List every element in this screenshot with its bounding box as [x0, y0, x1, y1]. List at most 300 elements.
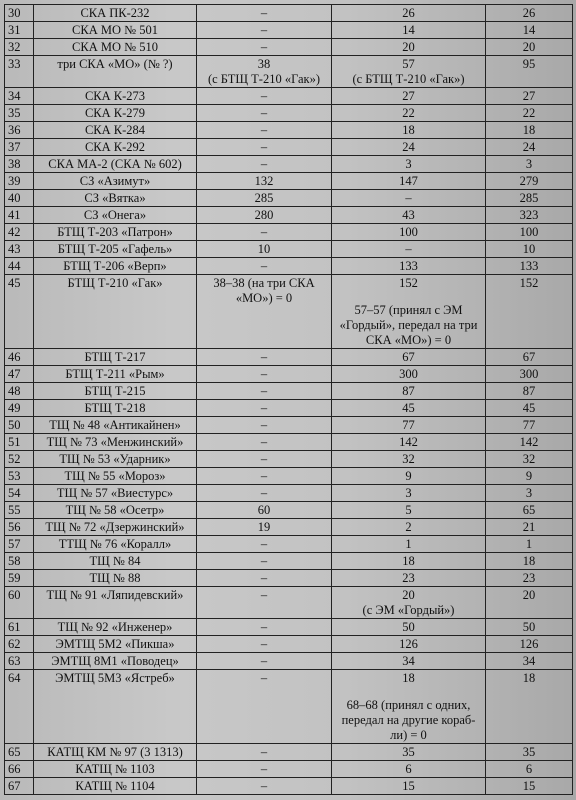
count-total-value: 20 — [522, 588, 536, 602]
row-number-value: 42 — [8, 225, 21, 239]
count-total — [486, 224, 573, 241]
count-first-value: – — [260, 571, 268, 585]
count-first-value: – — [260, 225, 268, 239]
vessel-name-value: ТЩ № 53 «Ударник» — [59, 452, 171, 466]
table-row — [5, 56, 573, 88]
count-first — [197, 761, 332, 778]
row-number — [5, 570, 34, 587]
row-number-value: 50 — [8, 418, 21, 432]
vessel-name — [34, 553, 197, 570]
count-first — [197, 258, 332, 275]
row-number-value: 56 — [8, 520, 21, 534]
count-total-value: 18 — [522, 554, 536, 568]
count-second-value: 3 — [405, 157, 412, 171]
count-first — [197, 636, 332, 653]
count-first-value: 38 — [257, 57, 271, 71]
count-total-value: 9 — [525, 469, 533, 483]
vessel-name — [34, 519, 197, 536]
count-first-value: 285 — [254, 191, 274, 205]
vessel-name — [34, 122, 197, 139]
count-first-value: 132 — [254, 174, 274, 188]
count-total-value: 65 — [522, 503, 536, 517]
spacer — [335, 291, 482, 303]
count-total — [486, 139, 573, 156]
count-second — [332, 536, 486, 553]
count-first — [197, 22, 332, 39]
table-row — [5, 5, 573, 22]
count-total — [486, 39, 573, 56]
count-total — [486, 173, 573, 190]
vessel-name — [34, 139, 197, 156]
vessel-name-value: КАТЩ КМ № 97 (3 1313) — [47, 745, 183, 759]
row-number — [5, 173, 34, 190]
count-second-value: 5 — [405, 503, 412, 517]
count-total-value: 100 — [519, 225, 539, 239]
vessel-name — [34, 258, 197, 275]
row-number — [5, 366, 34, 383]
count-second-value: 152 — [399, 276, 418, 290]
count-total-value: 10 — [522, 242, 536, 256]
count-second-value: 20 — [402, 588, 415, 602]
count-total — [486, 241, 573, 258]
count-total — [486, 451, 573, 468]
row-number-value: 66 — [8, 762, 21, 776]
table-row — [5, 761, 573, 778]
row-number — [5, 553, 34, 570]
count-total-value: 18 — [522, 123, 536, 137]
table-row — [5, 485, 573, 502]
table-row — [5, 653, 573, 670]
count-second — [332, 653, 486, 670]
count-first — [197, 670, 332, 744]
count-second-note: 68–68 (принял с одних, передал на другие кораб-ли) = 0 — [341, 698, 476, 742]
vessel-name-value: ТЩ № 84 — [89, 554, 141, 568]
row-number — [5, 139, 34, 156]
vessel-name — [34, 224, 197, 241]
count-first — [197, 190, 332, 207]
count-second — [332, 570, 486, 587]
count-total-value: 279 — [519, 174, 539, 188]
count-second-value: 15 — [402, 779, 415, 793]
count-first — [197, 349, 332, 366]
count-second — [332, 349, 486, 366]
count-total — [486, 275, 573, 349]
table-row — [5, 241, 573, 258]
table-row — [5, 570, 573, 587]
count-second-note: 57–57 (принял с ЭМ «Гордый», передал на три СКА «МО») = 0 — [339, 303, 478, 347]
count-first-value: 280 — [254, 208, 274, 222]
vessel-name — [34, 434, 197, 451]
table-row — [5, 22, 573, 39]
row-number-value: 45 — [8, 276, 21, 290]
count-total — [486, 5, 573, 22]
count-first-value: – — [260, 401, 268, 415]
vessel-name-value: СКА К-279 — [84, 106, 146, 120]
vessel-name — [34, 5, 197, 22]
count-first-value: – — [260, 140, 268, 154]
count-first-value: – — [260, 259, 268, 273]
vessel-name — [34, 536, 197, 553]
count-total-value: 15 — [522, 779, 536, 793]
row-number — [5, 778, 34, 795]
table-row — [5, 451, 573, 468]
count-total-value: 14 — [522, 23, 536, 37]
count-total — [486, 417, 573, 434]
row-number-value: 61 — [8, 620, 21, 634]
count-second — [332, 553, 486, 570]
vessel-name — [34, 417, 197, 434]
count-total-value: 21 — [522, 520, 536, 534]
vessel-name-value: БТЩ Т-215 — [84, 384, 146, 398]
row-number — [5, 670, 34, 744]
row-number — [5, 761, 34, 778]
vessel-name — [34, 349, 197, 366]
count-total — [486, 553, 573, 570]
count-total — [486, 744, 573, 761]
vessel-name-value: СКА МА-2 (СКА № 602) — [48, 157, 182, 171]
vessel-name-value: СКА ПК-232 — [80, 6, 150, 20]
row-number — [5, 587, 34, 619]
count-second-value: 3 — [405, 486, 412, 500]
count-first — [197, 224, 332, 241]
row-number — [5, 619, 34, 636]
count-total-value: 87 — [522, 384, 536, 398]
count-total-value: 23 — [522, 571, 536, 585]
count-second — [332, 22, 486, 39]
count-total — [486, 502, 573, 519]
vessel-name — [34, 88, 197, 105]
count-second-value: 27 — [402, 89, 415, 103]
row-number — [5, 468, 34, 485]
count-second — [332, 224, 486, 241]
row-number — [5, 417, 34, 434]
row-number-value: 53 — [8, 469, 21, 483]
table-row — [5, 173, 573, 190]
count-total-value: 142 — [519, 435, 539, 449]
row-number — [5, 156, 34, 173]
count-first — [197, 173, 332, 190]
count-first — [197, 536, 332, 553]
count-first — [197, 139, 332, 156]
row-number — [5, 207, 34, 224]
count-second — [332, 173, 486, 190]
count-first-value: – — [260, 745, 268, 759]
count-first-note: (с БТЩ Т-210 «Гак») — [207, 72, 321, 86]
row-number — [5, 636, 34, 653]
count-first — [197, 519, 332, 536]
count-total-value: 3 — [525, 157, 533, 171]
vessel-name-value: ТЩ № 55 «Мороз» — [64, 469, 166, 483]
count-second — [332, 636, 486, 653]
row-number — [5, 519, 34, 536]
count-total-value: 50 — [522, 620, 536, 634]
count-first-value: – — [260, 123, 268, 137]
count-second-value: 26 — [402, 6, 415, 20]
vessel-name — [34, 468, 197, 485]
vessel-name-value: ТЩ № 48 «Антикайнен» — [49, 418, 181, 432]
vessel-name — [34, 570, 197, 587]
count-second — [332, 139, 486, 156]
vessel-name — [34, 587, 197, 619]
count-first-value: – — [260, 486, 268, 500]
count-first — [197, 105, 332, 122]
vessel-name — [34, 241, 197, 258]
count-total — [486, 468, 573, 485]
row-number — [5, 5, 34, 22]
table-row — [5, 105, 573, 122]
count-total-value: 1 — [525, 537, 533, 551]
count-first — [197, 5, 332, 22]
count-second-value: – — [405, 191, 412, 205]
count-first-value: – — [260, 671, 268, 685]
row-number — [5, 122, 34, 139]
count-second — [332, 207, 486, 224]
count-first — [197, 653, 332, 670]
count-total-value: 133 — [519, 259, 539, 273]
count-first-value: – — [260, 762, 268, 776]
count-first-value: – — [260, 469, 268, 483]
row-number — [5, 536, 34, 553]
count-second — [332, 105, 486, 122]
table-row — [5, 400, 573, 417]
row-number-value: 43 — [8, 242, 21, 256]
count-second — [332, 190, 486, 207]
count-first — [197, 778, 332, 795]
row-number-value: 65 — [8, 745, 21, 759]
vessel-name-value: СКА К-292 — [84, 140, 146, 154]
count-total — [486, 190, 573, 207]
table-row — [5, 587, 573, 619]
table-row — [5, 468, 573, 485]
vessel-name — [34, 400, 197, 417]
count-first-value: 10 — [257, 242, 271, 256]
count-second-value: 300 — [399, 367, 418, 381]
table-row — [5, 417, 573, 434]
count-second-value: 23 — [402, 571, 415, 585]
vessel-name-value: БТЩ Т-218 — [84, 401, 146, 415]
table-row — [5, 519, 573, 536]
count-total-value: 26 — [522, 6, 536, 20]
count-second — [332, 366, 486, 383]
table-row — [5, 636, 573, 653]
table-row — [5, 224, 573, 241]
count-second-value: 22 — [402, 106, 415, 120]
count-second-value: 77 — [402, 418, 415, 432]
row-number-value: 31 — [8, 23, 21, 37]
count-first-value: – — [260, 384, 268, 398]
count-total-value: 285 — [519, 191, 539, 205]
row-number — [5, 502, 34, 519]
count-total — [486, 434, 573, 451]
count-first — [197, 468, 332, 485]
table-row — [5, 670, 573, 744]
count-second-value: 147 — [399, 174, 418, 188]
table-row — [5, 744, 573, 761]
row-number-value: 36 — [8, 123, 21, 137]
count-first-value: – — [260, 554, 268, 568]
count-first — [197, 88, 332, 105]
row-number — [5, 258, 34, 275]
count-second-value: 126 — [399, 637, 418, 651]
row-number-value: 46 — [8, 350, 21, 364]
count-second-value: 18 — [402, 123, 415, 137]
vessel-name — [34, 653, 197, 670]
vessel-name-value: ТЩ № 73 «Менжинский» — [46, 435, 184, 449]
row-number-value: 34 — [8, 89, 21, 103]
row-number-value: 64 — [8, 671, 21, 685]
count-second — [332, 468, 486, 485]
vessel-name-value: ТЩ № 91 «Ляпидевский» — [46, 588, 184, 602]
count-total-value: 152 — [519, 276, 539, 290]
count-total-value: 22 — [522, 106, 536, 120]
count-total — [486, 349, 573, 366]
row-number — [5, 400, 34, 417]
row-number-value: 59 — [8, 571, 21, 585]
count-second — [332, 761, 486, 778]
count-first-value: – — [260, 6, 268, 20]
count-first — [197, 744, 332, 761]
spacer — [335, 686, 482, 698]
vessel-name-value: СКА МО № 501 — [72, 23, 158, 37]
count-second — [332, 39, 486, 56]
table-row — [5, 156, 573, 173]
count-first-value: 38–38 (на три СКА «МО») = 0 — [213, 276, 315, 305]
count-second-value: – — [405, 242, 412, 256]
count-first — [197, 383, 332, 400]
count-second — [332, 5, 486, 22]
count-total-value: 3 — [525, 486, 533, 500]
count-second — [332, 275, 486, 349]
count-first-value: – — [260, 654, 268, 668]
vessel-name-value: СЗ «Онега» — [83, 208, 147, 222]
row-number-value: 38 — [8, 157, 21, 171]
row-number — [5, 39, 34, 56]
vessel-name-value: БТЩ Т-205 «Гафель» — [57, 242, 173, 256]
count-second-note: (с БТЩ Т-210 «Гак») — [352, 72, 465, 86]
count-second-value: 100 — [399, 225, 418, 239]
vessel-name — [34, 173, 197, 190]
row-number — [5, 485, 34, 502]
count-first-value: – — [260, 537, 268, 551]
count-total — [486, 122, 573, 139]
vessel-name-value: ЭМТЩ 5М3 «Ястреб» — [55, 671, 175, 685]
count-second-value: 87 — [402, 384, 415, 398]
count-first — [197, 451, 332, 468]
table-row — [5, 366, 573, 383]
table-body — [5, 5, 573, 795]
row-number — [5, 383, 34, 400]
count-total-value: 323 — [519, 208, 539, 222]
count-second — [332, 122, 486, 139]
table-row — [5, 434, 573, 451]
vessel-name-value: СКА МО № 510 — [72, 40, 158, 54]
count-second — [332, 451, 486, 468]
count-first-value: – — [260, 350, 268, 364]
vessel-name-value: ТЩ № 92 «Инженер» — [57, 620, 173, 634]
row-number-value: 67 — [8, 779, 21, 793]
vessel-name-value: БТЩ Т-211 «Рым» — [65, 367, 165, 381]
count-total — [486, 778, 573, 795]
count-first-value: – — [260, 452, 268, 466]
count-total-value: 77 — [522, 418, 536, 432]
vessel-name — [34, 670, 197, 744]
count-total-value: 34 — [522, 654, 536, 668]
count-first — [197, 400, 332, 417]
count-second-value: 57 — [402, 57, 415, 71]
count-first-value: 19 — [257, 520, 271, 534]
vessel-name — [34, 156, 197, 173]
count-second-value: 43 — [402, 208, 415, 222]
count-total-value: 45 — [522, 401, 536, 415]
vessel-name-value: ТТЩ № 76 «Коралл» — [58, 537, 172, 551]
vessel-name-value: КАТЩ № 1103 — [75, 762, 155, 776]
count-second-value: 32 — [402, 452, 415, 466]
count-second — [332, 56, 486, 88]
table-row — [5, 502, 573, 519]
evacuation-table — [4, 4, 573, 795]
row-number — [5, 22, 34, 39]
count-total-value: 300 — [519, 367, 539, 381]
count-first-value: – — [260, 89, 268, 103]
vessel-name — [34, 56, 197, 88]
count-second — [332, 241, 486, 258]
row-number-value: 51 — [8, 435, 21, 449]
vessel-name-value: ТЩ № 57 «Виестурс» — [56, 486, 174, 500]
count-total-value: 32 — [522, 452, 536, 466]
vessel-name-value: СКА К-284 — [84, 123, 146, 137]
row-number — [5, 451, 34, 468]
vessel-name — [34, 619, 197, 636]
count-total — [486, 207, 573, 224]
count-total — [486, 88, 573, 105]
row-number — [5, 241, 34, 258]
row-number — [5, 88, 34, 105]
table-row — [5, 536, 573, 553]
row-number-value: 40 — [8, 191, 21, 205]
count-second-value: 50 — [402, 620, 415, 634]
count-second — [332, 434, 486, 451]
count-total — [486, 56, 573, 88]
count-total — [486, 258, 573, 275]
vessel-name — [34, 636, 197, 653]
count-total — [486, 570, 573, 587]
row-number-value: 44 — [8, 259, 21, 273]
vessel-name-value: СЗ «Вятка» — [84, 191, 146, 205]
count-total-value: 95 — [522, 57, 536, 71]
count-first — [197, 56, 332, 88]
count-second-value: 2 — [405, 520, 412, 534]
count-second — [332, 502, 486, 519]
count-first-value: – — [260, 435, 268, 449]
row-number-value: 63 — [8, 654, 21, 668]
count-total — [486, 636, 573, 653]
count-second — [332, 670, 486, 744]
row-number — [5, 56, 34, 88]
count-second-value: 18 — [402, 671, 415, 685]
count-total-value: 24 — [522, 140, 536, 154]
count-second-value: 35 — [402, 745, 415, 759]
count-total — [486, 156, 573, 173]
count-total-value: 27 — [522, 89, 536, 103]
count-second — [332, 619, 486, 636]
row-number-value: 39 — [8, 174, 21, 188]
count-total — [486, 366, 573, 383]
count-first — [197, 553, 332, 570]
row-number-value: 52 — [8, 452, 21, 466]
count-total — [486, 653, 573, 670]
vessel-name — [34, 502, 197, 519]
vessel-name — [34, 761, 197, 778]
